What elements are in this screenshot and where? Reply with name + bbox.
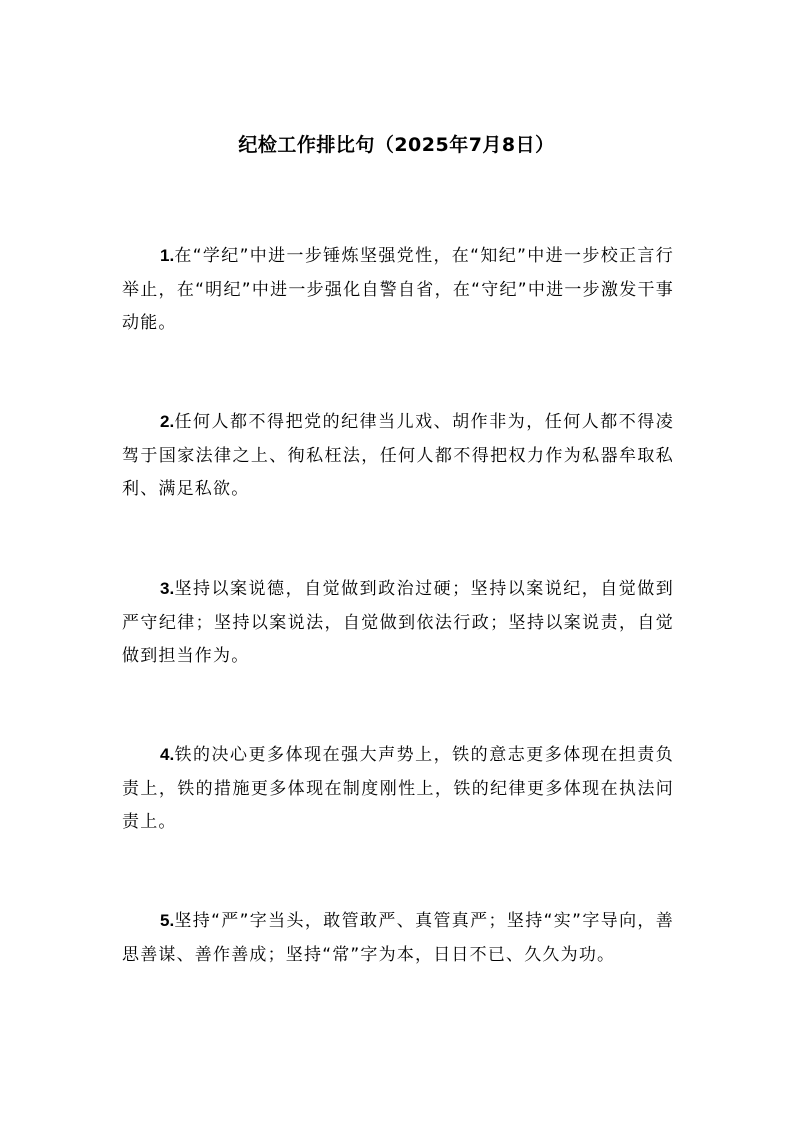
paragraph-text: 坚持“严”字当头，敢管敢严、真管真严；坚持“实”字导向，善思善谋、善作善成；坚持“常”字为本，日日不已、久久为功。 (122, 911, 674, 965)
paragraph-number: 3. (160, 579, 175, 598)
paragraph-number: 5. (160, 911, 175, 930)
paragraph-text: 任何人都不得把党的纪律当儿戏、胡作非为，任何人都不得凌驾于国家法律之上、徇私枉法，任何人都不得把权力作为私器牟取私利、满足私欲。 (122, 412, 674, 499)
paragraph-2 (122, 405, 674, 507)
paragraph-text: 铁的决心更多体现在强大声势上，铁的意志更多体现在担责负责上，铁的措施更多体现在制度刚性上，铁的纪律更多体现在执法问责上。 (122, 745, 674, 832)
document-title: 纪检工作排比句（2025年7月8日） (238, 134, 555, 156)
paragraph-3 (122, 572, 674, 674)
paragraph-5 (122, 904, 674, 972)
paragraph-number: 4. (160, 745, 175, 764)
paragraph-number: 1. (160, 246, 175, 265)
paragraph-number: 2. (160, 412, 175, 431)
paragraph-4 (122, 738, 674, 840)
paragraph-1 (122, 239, 674, 341)
paragraph-text: 坚持以案说德，自觉做到政治过硬；坚持以案说纪，自觉做到严守纪律；坚持以案说法，自觉做到依法行政；坚持以案说责，自觉做到担当作为。 (122, 579, 674, 666)
paragraph-text: 在“学纪”中进一步锤炼坚强党性，在“知纪”中进一步校正言行举止，在“明纪”中进一步强化自警自省，在“守纪”中进一步激发干事动能。 (122, 246, 674, 333)
